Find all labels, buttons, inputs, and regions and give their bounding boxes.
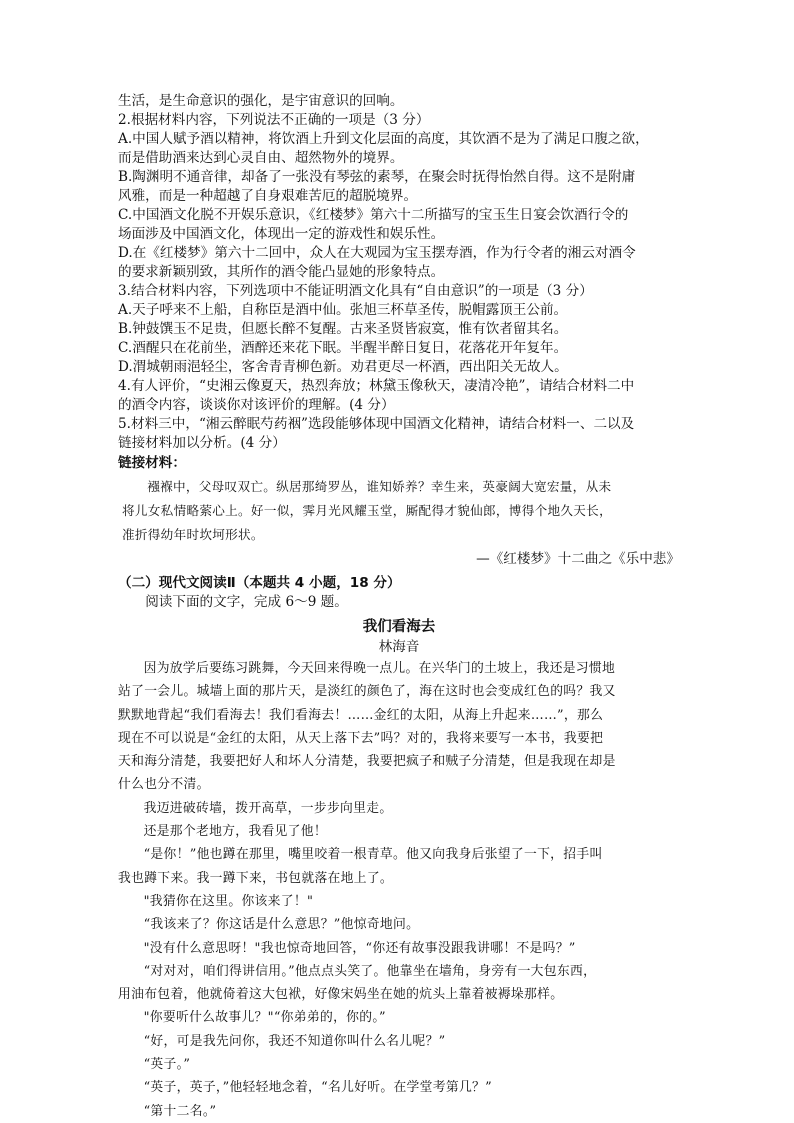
link-line: 准折得幼年时坎坷形状。 <box>122 527 264 542</box>
option-2c-cont: 场面涉及中国酒文化，体现出一定的游戏性和娱乐性。 <box>118 226 445 242</box>
article-line: 我迈进破砖墙，拨开高草，一步步向里走。 <box>143 800 393 816</box>
instruction: 阅读下面的文字，完成 6～9 题。 <box>145 594 348 610</box>
article-line: "没有什么意思呀！"我也惊奇地回答，“你还有故事没跟我讲哪！不是吗？” <box>143 940 576 956</box>
article-title: 我们看海去 <box>362 619 436 635</box>
article-line: 默默地背起“我们看海去！我们看海去！……金红的太阳，从海上升起来……”，那么 <box>118 707 604 723</box>
article-line: 还是那个老地方，我看见了他！ <box>143 824 327 840</box>
option-3c: C.酒醒只在花前坐，酒醉还来花下眠。半醒半醉日复日，花落花开年复年。 <box>118 340 568 356</box>
option-2a: A.中国人赋予酒以精神，将饮酒上升到文化层面的高度，其饮酒不是为了满足口腹之欲， <box>118 131 649 147</box>
section-title: （二）现代文阅读Ⅱ（本题共 4 小题，18 分） <box>118 575 401 591</box>
article-line: “是你！”他也蹲在那里，嘴里咬着一根青草。他又向我身后张望了一下，招手叫 <box>143 847 603 863</box>
option-2c: C.中国酒文化脱不开娱乐意识，《红楼梦》第六十二所描写的宝玉生日宴会饮酒行令的 <box>118 207 629 223</box>
question-4: 4.有人评价，“史湘云像夏天，热烈奔放；林黛玉像秋天，凄清冷艳”，请结合材料二中 <box>118 378 635 394</box>
option-2a-cont: 而是借助酒来达到心灵自由、超然物外的境界。 <box>118 150 404 166</box>
article-line: 站了一会儿。城墙上面的那片天，是淡红的颜色了，海在这时也会变成红色的吗？我又 <box>118 684 616 700</box>
article-line: 什么也分不清。 <box>118 777 210 793</box>
article-line: 用油布包着，他就倚着这大包袱，好像宋妈坐在她的炕头上靠着被褥垛那样。 <box>118 987 564 1003</box>
option-2b: B.陶渊明不通音律，却备了一张没有琴弦的素琴，在聚会时抚得怡然自得。这不是附庸 <box>118 169 636 185</box>
article-line: “好，可是我先问你，我还不知道你叫什么名儿呢？” <box>143 1033 446 1049</box>
article-line: 现在不可以说是“金红的太阳，从天上落下去”吗？对的，我将来要写一本书，我要把 <box>118 730 604 746</box>
article-line: "你要听什么故事儿？"“你弟弟的，你的。” <box>143 1010 386 1026</box>
option-3b: B.钟鼓馔玉不足贵，但愿长醉不复醒。古来圣贤皆寂寞，惟有饮者留其名。 <box>118 321 568 337</box>
question-2: 2.根据材料内容，下列说法不正确的一项是（3 分） <box>118 112 430 128</box>
question-3: 3.结合材料内容，下列选项中不能证明酒文化具有“自由意识”的一项是（3 分） <box>118 283 593 299</box>
link-line: 襁褓中，父母叹双亡。纵居那绮罗丛，谁知娇养？幸生来，英豪阔大宽宏量，从未 <box>147 479 612 494</box>
question-5-cont: 链接材料加以分析。(4 分） <box>118 435 286 451</box>
document-page <box>118 92 680 1123</box>
link-material-block <box>118 475 680 547</box>
article-line: 我也蹲下来。我一蹲下来，书包就落在地上了。 <box>118 870 394 886</box>
option-2d: D.在《红楼梦》第六十二回中，众人在大观园为宝玉摆寿酒，作为行令者的湘云对酒令 <box>118 245 636 261</box>
option-3a: A.天子呼来不上船，自称臣是酒中仙。张旭三杯草圣传，脱帽露顶王公前。 <box>118 302 568 318</box>
article-line: “对对对，咱们得讲信用。”他点点头笑了。他靠坐在墙角，身旁有一大包东西， <box>143 963 597 979</box>
article-line: “英子。” <box>143 1057 191 1073</box>
article-line: 天和海分清楚，我要把好人和坏人分清楚，我要把疯子和贼子分清楚，但是我现在却是 <box>118 754 616 770</box>
link-line: 将儿女私情略萦心上。好一似，霁月光风耀玉堂，厮配得才貌仙郎，博得个地久天长， <box>122 503 612 518</box>
text-line: 生活，是生命意识的强化，是宇宙意识的回响。 <box>118 93 404 109</box>
option-2d-cont: 的要求新颖别致，其所作的酒令能凸显她的形象特点。 <box>118 264 445 280</box>
link-source: —《红楼梦》十二曲之《乐中悲》 <box>476 551 680 567</box>
article-line: “第十二名。” <box>143 1103 217 1119</box>
article-line: "我猜你在这里。你该来了！" <box>143 893 314 909</box>
link-material-heading: 链接材料： <box>118 455 186 471</box>
question-5: 5.材料三中，“湘云醉眠芍药裀”选段能够体现中国酒文化精神，请结合材料一、二以及 <box>118 416 635 432</box>
article-author: 林海音 <box>378 639 420 655</box>
article-line: “我该来了？你这话是什么意思？”他惊奇地问。 <box>143 917 420 933</box>
question-4-cont: 的酒令内容，谈谈你对该评价的理解。(4 分） <box>118 397 395 413</box>
article-line: 因为放学后要练习跳舞，今天回来得晚一点儿。在兴华门的土坡上，我还是习惯地 <box>143 661 616 676</box>
article-line: “英子，英子，”他轻轻地念着，“名儿好听。在学堂考第几？” <box>143 1080 492 1096</box>
option-3d: D.渭城朝雨浥轻尘，客舍青青柳色新。劝君更尽一杯酒，西出阳关无故人。 <box>118 359 568 375</box>
option-2b-cont: 风雅，而是一种超越了自身艰难苦厄的超脱境界。 <box>118 188 418 204</box>
